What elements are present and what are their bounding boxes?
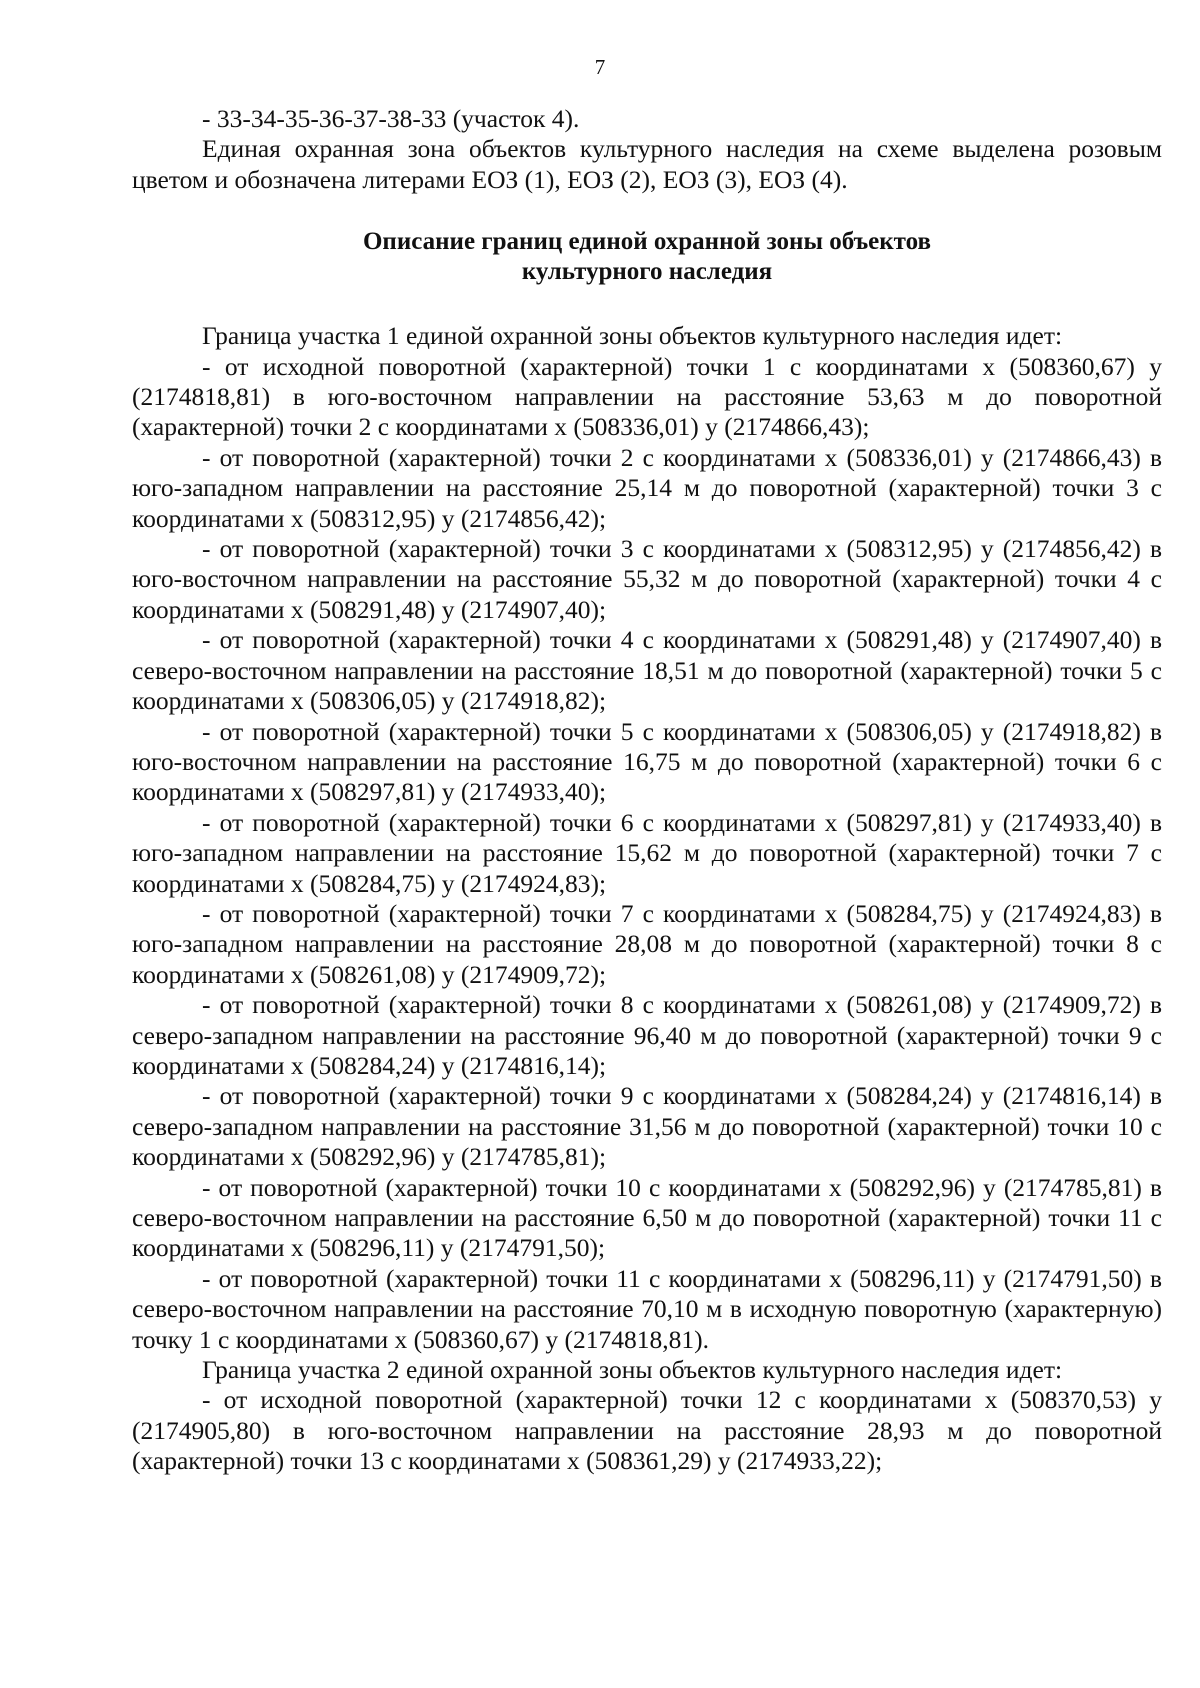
- paragraph-segment-8-9: - от поворотной (характерной) точки 8 с координатами x (508261,08) y (2174909,72) в северо-западном направлении на расстояние 96,40 м до поворотной (характерной) точки 9 с координатами x (508284,24) y (2174816,14);: [132, 990, 1162, 1080]
- paragraph-segment-2-3: - от поворотной (характерной) точки 2 с координатами x (508336,01) y (2174866,43) в юго-западном направлении на расстояние 25,14 м до поворотной (характерной) точки 3 с координатами x (508312,95) y (2174856,42);: [132, 442, 1162, 533]
- paragraph-segment-9-10: - от поворотной (характерной) точки 9 с координатами x (508284,24) y (2174816,14) в северо-западном направлении на расстояние 31,56 м до поворотной (характерной) точки 10 с координатами x (508292,96) y (2174785,81);: [132, 1081, 1162, 1172]
- intro-line: - 33-34-35-36-37-38-33 (участок 4).: [202, 104, 580, 133]
- section-heading-line-1: Описание границ единой охранной зоны объектов: [362, 228, 931, 256]
- paragraph-plot-1-intro: Граница участка 1 единой охранной зоны объектов культурного наследия идет:: [202, 321, 1063, 351]
- paragraph-plot-2-intro: Граница участка 2 единой охранной зоны объектов культурного наследия идет:: [202, 1355, 1063, 1385]
- paragraph-segment-1-2: - от исходной поворотной (характерной) точки 1 с координатами x (508360,67) y (2174818,81) в юго-восточном направлении на расстояние 53,63 м до поворотной (характерной) точки 2 с координатами x (508336,01) y (2174866,43);: [132, 351, 1162, 442]
- paragraph-segment-6-7: - от поворотной (характерной) точки 6 с координатами x (508297,81) y (2174933,40) в юго-западном направлении на расстояние 15,62 м до поворотной (характерной) точки 7 с координатами x (508284,75) y (2174924,83);: [132, 807, 1162, 898]
- paragraph-segment-7-8: - от поворотной (характерной) точки 7 с координатами x (508284,75) y (2174924,83) в юго-западном направлении на расстояние 28,08 м до поворотной (характерной) точки 8 с координатами x (508261,08) y (2174909,72);: [132, 898, 1162, 989]
- paragraph-segment-4-5: - от поворотной (характерной) точки 4 с координатами x (508291,48) y (2174907,40) в северо-восточном направлении на расстояние 18,51 м до поворотной (характерной) точки 5 с координатами x (508306,05) y (2174918,82);: [132, 625, 1162, 716]
- section-heading: [132, 227, 1162, 287]
- paragraph-segment-11-1: - от поворотной (характерной) точки 11 с координатами x (508296,11) y (2174791,50) в северо-восточном направлении на расстояние 70,10 м в исходную поворотную (характерную) точку 1 с координатами x (508360,67) y (2174818,81).: [132, 1263, 1162, 1354]
- document-body: [132, 104, 1162, 1477]
- paragraph-segment-12-13: - от исходной поворотной (характерной) точки 12 с координатами x (508370,53) y (2174905,80) в юго-восточном направлении на расстояние 28,93 м до поворотной (характерной) точки 13 с координатами x (508361,29) y (2174933,22);: [132, 1385, 1162, 1476]
- paragraph-segment-5-6: - от поворотной (характерной) точки 5 с координатами x (508306,05) y (2174918,82) в юго-восточном направлении на расстояние 16,75 м до поворотной (характерной) точки 6 с координатами x (508297,81) y (2174933,40);: [132, 716, 1162, 807]
- section-heading-line-2: культурного наследия: [521, 258, 773, 286]
- paragraph-segment-3-4: - от поворотной (характерной) точки 3 с координатами x (508312,95) y (2174856,42) в юго-восточном направлении на расстояние 55,32 м до поворотной (характерной) точки 4 с координатами x (508291,48) y (2174907,40);: [132, 534, 1162, 624]
- paragraph-segment-10-11: - от поворотной (характерной) точки 10 с координатами x (508292,96) y (2174785,81) в северо-восточном направлении на расстояние 6,50 м до поворотной (характерной) точки 11 с координатами x (508296,11) y (2174791,50);: [132, 1172, 1162, 1263]
- page-number: 7: [594, 55, 606, 79]
- intro-paragraph: Единая охранная зона объектов культурного наследия на схеме выделена розовым цветом и обозначена литерами ЕОЗ (1), ЕОЗ (2), ЕОЗ (3), ЕОЗ (4).: [132, 134, 1162, 194]
